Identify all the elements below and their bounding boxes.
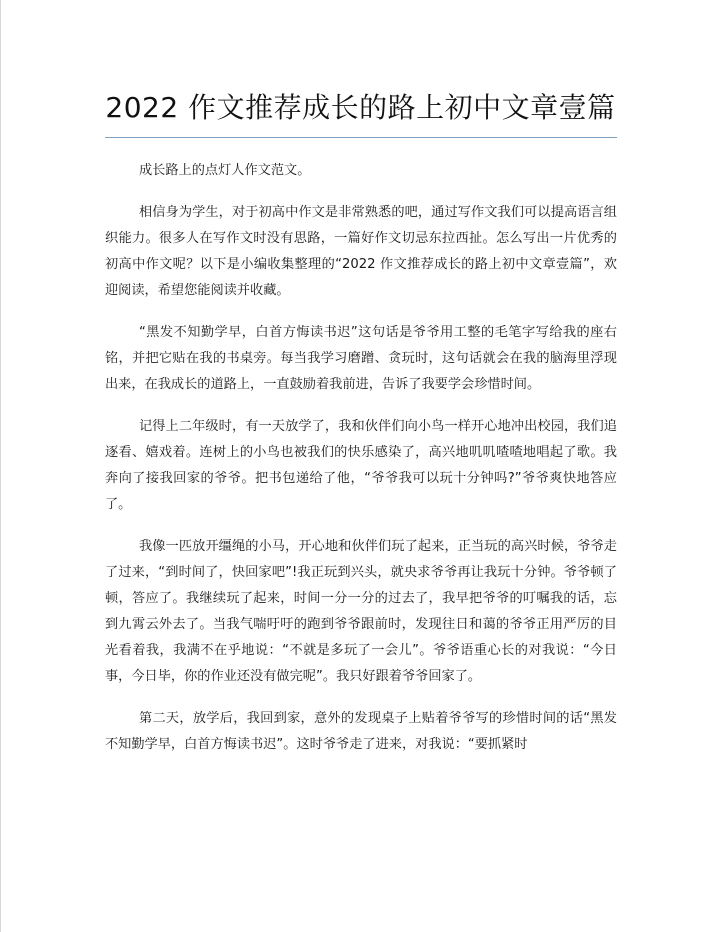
- paragraph: 我像一匹放开缰绳的小马，开心地和伙伴们玩了起来，正当玩的高兴时候，爷爷走了过来，“到时间了，快回家吧”!我正玩到兴头，就央求爷爷再让我玩十分钟。爷爷顿了顿，答应了。我继续玩了起来，时间一分一分的过去了，我早把爷爷的叮嘱我的话，忘到九霄云外去了。当我气喘吁吁的跑到爷爷跟前时，发现往日和蔼的爷爷正用严厉的目光看着我，我满不在乎地说：“不就是多玩了一会儿”。爷爷语重心长的对我说：“今日事，今日毕，你的作业还没有做完呢”。我只好跟着爷爷回家了。: [105, 539, 617, 684]
- paragraph: 成长路上的点灯人作文范文。: [139, 163, 311, 178]
- paragraph: 记得上二年级时，有一天放学了，我和伙伴们向小鸟一样开心地冲出校园，我们追逐看、嬉戏着。连树上的小鸟也被我们的快乐感染了，高兴地叽叽喳喳地唱起了歌。我奔向了接我回家的爷爷。把书包递给了他，“爷爷我可以玩十分钟吗?”爷爷爽快地答应了。: [105, 419, 617, 512]
- paragraph: “黑发不知勤学早，白首方悔读书迟”这句话是爷爷用工整的毛笔字写给我的座右铭，并把它贴在我的书桌旁。每当我学习磨蹭、贪玩时，这句话就会在我的脑海里浮现出来，在我成长的道路上，一直鼓励着我前进，告诉了我要学会珍惜时间。: [105, 325, 617, 392]
- document-body: [105, 158, 617, 774]
- paragraph: 第二天，放学后，我回到家，意外的发现桌子上贴着爷爷写的珍惜时间的话“黑发不知勤学早，白首方悔读书迟”。这时爷爷走了进来，对我说：“要抓紧时: [105, 711, 617, 752]
- title-divider: [105, 137, 617, 138]
- document-title: 2022 作文推荐成长的路上初中文章壹篇: [105, 91, 616, 124]
- paragraph: 相信身为学生，对于初高中作文是非常熟悉的吧，通过写作文我们可以提高语言组织能力。很多人在写作文时没有思路，一篇好作文切忌东拉西扯。怎么写出一片优秀的初高中作文呢？以下是小编收集整理的“2022 作文推荐成长的路上初中文章壹篇”，欢迎阅读，希望您能阅读并收藏。: [105, 205, 617, 298]
